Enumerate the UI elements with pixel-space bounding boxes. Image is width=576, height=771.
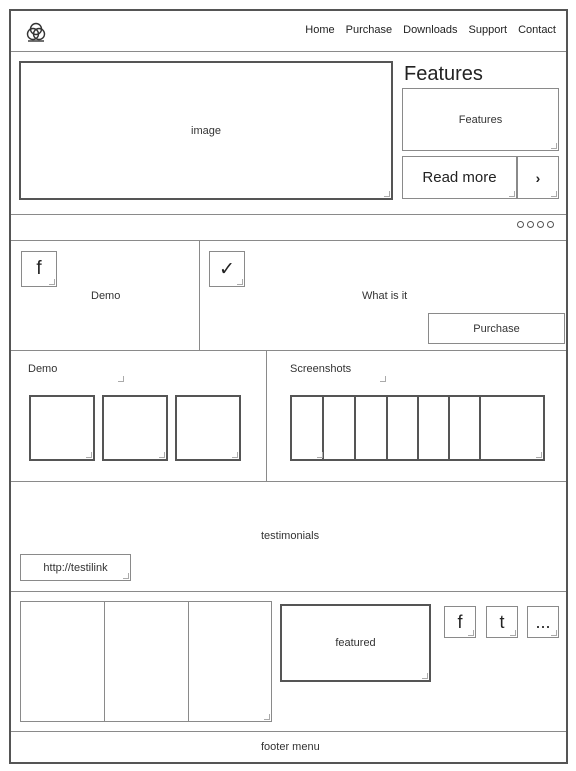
facebook-icon[interactable] xyxy=(444,606,476,638)
bottom-gallery xyxy=(20,601,272,722)
main-nav xyxy=(305,24,556,36)
demo-card-label: Demo xyxy=(91,290,121,302)
nav-purchase[interactable]: Purchase xyxy=(345,24,393,36)
nav-downloads[interactable]: Downloads xyxy=(403,24,458,36)
demo-thumbnail-3[interactable] xyxy=(175,395,241,461)
testimonial-link[interactable] xyxy=(20,554,131,581)
purchase-button-label: Purchase xyxy=(473,322,520,335)
bottom-gallery-divider-1 xyxy=(104,602,105,721)
whatis-card-icon-glyph: ✓ xyxy=(219,258,235,280)
screenshot-divider-5 xyxy=(448,397,450,459)
hero-image-label: image xyxy=(191,124,221,137)
more-icon[interactable] xyxy=(527,606,559,638)
chevron-right-icon: › xyxy=(535,169,541,186)
hero-image-placeholder xyxy=(19,61,393,200)
carousel-dot-2[interactable] xyxy=(527,221,534,228)
screenshots-section-title: Screenshots xyxy=(290,363,352,375)
testimonials-label: testimonials xyxy=(261,530,320,542)
facebook-glyph: f xyxy=(457,611,463,632)
screenshots-strip xyxy=(290,395,545,461)
purchase-button[interactable] xyxy=(428,313,565,344)
testimonials-bottom-divider xyxy=(11,591,566,592)
features-box-label: Features xyxy=(458,113,503,126)
screenshot-divider-1 xyxy=(322,397,324,459)
screenshot-divider-6 xyxy=(479,397,481,459)
logo-icon[interactable] xyxy=(25,21,47,43)
demo-section-title: Demo xyxy=(28,363,58,375)
nav-home[interactable]: Home xyxy=(305,24,335,36)
read-more-button[interactable] xyxy=(402,156,517,199)
testimonial-link-label: http://testilink xyxy=(43,561,108,574)
whatis-card-label: What is it xyxy=(362,290,408,302)
bottom-gallery-divider-2 xyxy=(188,602,189,721)
checkmark-icon[interactable] xyxy=(209,251,245,287)
read-more-label: Read more xyxy=(422,169,497,186)
facebook-icon[interactable] xyxy=(21,251,57,287)
demo-thumbnail-1[interactable] xyxy=(29,395,95,461)
nav-support[interactable]: Support xyxy=(468,24,508,36)
screenshots-title-resize-handle xyxy=(373,363,387,383)
nav-contact[interactable]: Contact xyxy=(518,24,556,36)
cards-bottom-divider xyxy=(11,350,566,351)
featured-box[interactable] xyxy=(280,604,431,682)
galleries-bottom-divider xyxy=(11,481,566,482)
demo-card-icon-glyph: f xyxy=(36,258,42,279)
demo-title-resize-handle xyxy=(111,363,125,383)
footer-divider xyxy=(11,731,566,732)
screenshot-divider-2 xyxy=(354,397,356,459)
wireframe-frame xyxy=(9,9,568,764)
carousel-dots xyxy=(517,221,554,228)
dots-divider xyxy=(11,240,566,241)
twitter-glyph: t xyxy=(499,611,505,632)
carousel-dot-4[interactable] xyxy=(547,221,554,228)
carousel-dot-1[interactable] xyxy=(517,221,524,228)
hero-divider xyxy=(11,214,566,215)
screenshot-divider-3 xyxy=(386,397,388,459)
next-button[interactable] xyxy=(517,156,559,199)
header-divider xyxy=(11,51,566,52)
more-glyph: ... xyxy=(535,611,551,632)
footer-menu[interactable]: footer menu xyxy=(261,741,320,753)
features-title: Features xyxy=(404,63,483,85)
demo-thumbnail-2[interactable] xyxy=(102,395,168,461)
cards-divider xyxy=(199,240,200,350)
gallery-divider xyxy=(266,350,267,481)
features-box[interactable] xyxy=(402,88,559,151)
twitter-icon[interactable] xyxy=(486,606,518,638)
featured-label: featured xyxy=(335,637,376,649)
screenshot-divider-4 xyxy=(417,397,419,459)
carousel-dot-3[interactable] xyxy=(537,221,544,228)
